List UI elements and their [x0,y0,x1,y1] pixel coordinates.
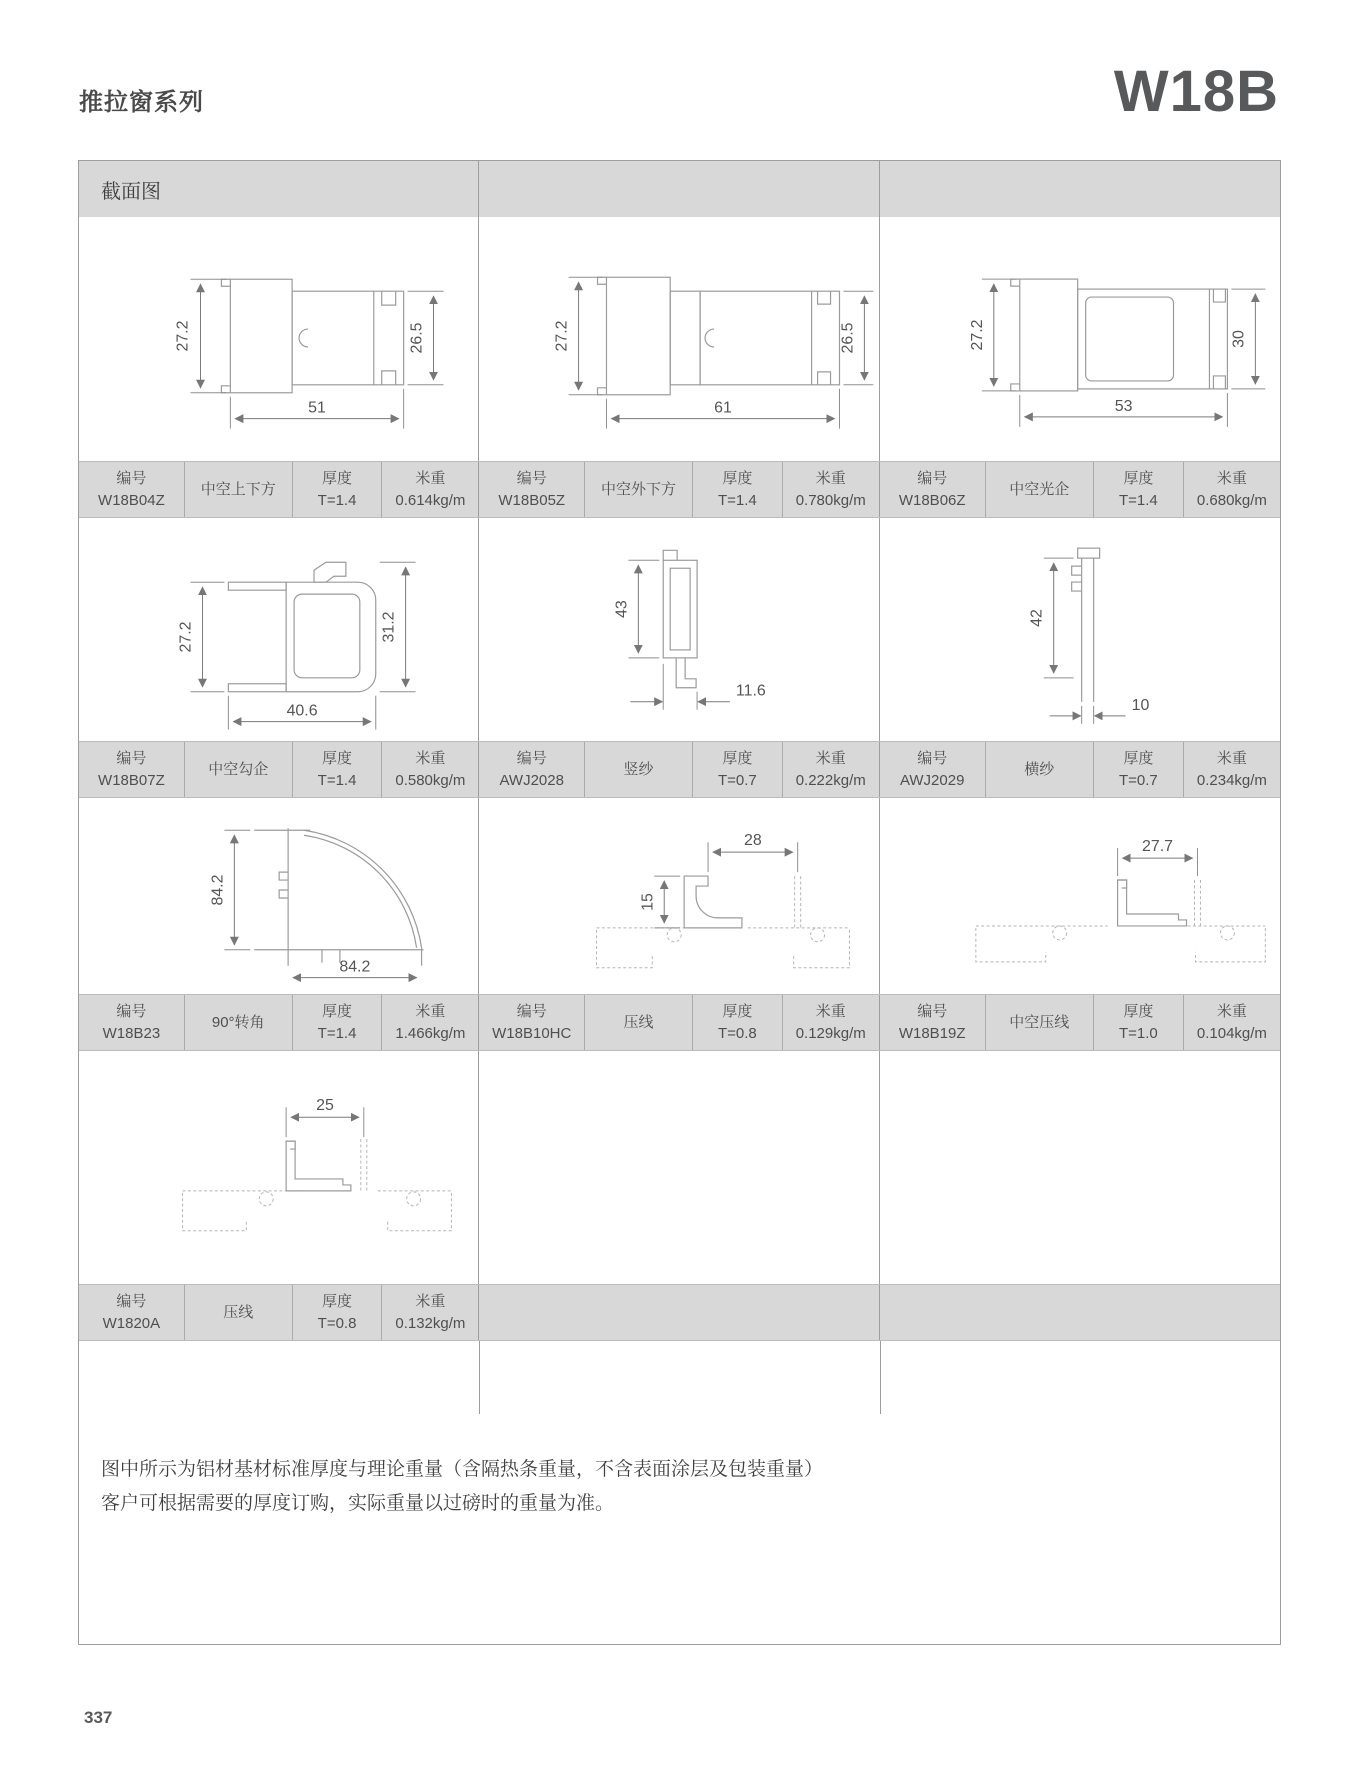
spec-weight-label: 米重 [815,469,846,487]
spec-weight-value: 0.222kg/m [795,771,866,789]
spec-weight-cell [783,742,879,797]
spec-code-label: 编号 [116,469,147,487]
empty-drawing-cell [880,1051,1280,1284]
spec-weight-cell [1184,462,1280,517]
spec-weight-cell [1184,742,1280,797]
drawing-awj2028 [479,518,879,741]
drawing-w18b10hc [479,798,879,994]
profile-name: 压线 [223,1303,254,1321]
table-header-row [79,161,1280,217]
spec-weight-label: 米重 [1216,469,1247,487]
footnote-line-2: 客户可根据需要的厚度订购，实际重量以过磅时的重量为准。 [101,1493,615,1515]
spec-weight-cell [783,462,879,517]
page-title: 推拉窗系列 [79,89,204,116]
drawing-w18b04z [79,217,479,461]
spec-code-cell [79,995,185,1050]
spec-code-cell [79,1285,185,1340]
spec-thickness-cell [693,995,783,1050]
drawing-w18b05z [479,217,879,461]
spec-thickness-cell [293,1285,383,1340]
profile-name: 中空光企 [1009,480,1070,498]
profile-name: 中空压线 [1009,1013,1070,1031]
spec-code-value: AWJ2029 [899,771,965,789]
spec-thickness-value: T=1.4 [1118,491,1158,509]
spec-code-cell [880,462,986,517]
dim-label: 26.5 [839,322,857,354]
spec-thickness-value: T=1.0 [1118,1024,1158,1042]
table-footer-area [79,1341,1280,1644]
spec-code-value: W18B06Z [898,491,966,509]
drawing-awj2029 [880,518,1280,741]
spec-weight-cell [382,462,478,517]
section-table [78,160,1281,1645]
spec-thickness-cell [1094,995,1184,1050]
spec-weight-value: 1.466kg/m [395,1024,466,1042]
footnote [101,1453,823,1521]
spec-thickness-label: 厚度 [1123,1002,1154,1020]
spec-thickness-label: 厚度 [722,749,753,767]
spec-thickness-cell [1094,462,1184,517]
spec-code-value: W18B04Z [98,491,165,509]
spec-code-cell [479,742,585,797]
spec-code-value: W18B05Z [498,491,566,509]
drawing-w18b19z [880,798,1280,994]
spec-code-value: W18B23 [102,1024,161,1042]
spec-code-label: 编号 [116,1292,147,1310]
column-divider [479,1341,480,1414]
spec-name-cell [585,995,693,1050]
spec-thickness-value: T=1.4 [317,771,357,789]
dim-label: 27.2 [177,621,195,653]
dim-label: 51 [308,399,326,417]
dim-label: 61 [714,399,733,417]
spec-thickness-cell [293,462,383,517]
spec-weight-value: 0.132kg/m [395,1314,466,1332]
page-number: 337 [84,1708,113,1727]
profile-name: 中空外下方 [601,480,677,498]
spec-code-value: W18B07Z [98,771,165,789]
spec-row-2 [79,741,1280,798]
spec-weight-label: 米重 [415,1292,446,1310]
spec-weight-value: 0.680kg/m [1196,491,1267,509]
spec-thickness-value: T=0.7 [717,771,757,789]
spec-thickness-value: T=0.8 [717,1024,757,1042]
spec-weight-label: 米重 [815,1002,846,1020]
spec-thickness-value: T=1.4 [717,491,757,509]
spec-weight-cell [382,1285,478,1340]
profile-name: 横纱 [1024,760,1055,778]
spec-code-value: W1820A [102,1314,161,1332]
spec-weight-label: 米重 [815,749,846,767]
spec-name-cell [185,742,293,797]
drawing-w18b07z [79,518,479,741]
dim-label: 11.6 [736,682,767,700]
spec-thickness-label: 厚度 [722,469,753,487]
profile-name: 压线 [623,1013,654,1031]
spec-weight-label: 米重 [1216,1002,1247,1020]
spec-row-1 [79,461,1280,518]
profile-name: 竖纱 [623,760,654,778]
spec-empty-cell [479,1285,879,1340]
dim-label: 31.2 [380,611,398,643]
spec-code-label: 编号 [116,1002,147,1020]
profile-name: 中空上下方 [200,480,276,498]
table-header-cell [880,161,1280,217]
spec-weight-cell [1184,995,1280,1050]
spec-weight-value: 0.780kg/m [795,491,866,509]
spec-name-cell [986,462,1094,517]
spec-weight-cell [783,995,879,1050]
dim-label: 28 [744,832,763,850]
spec-thickness-label: 厚度 [322,749,353,767]
table-header-cell [479,161,879,217]
dim-label: 53 [1114,397,1133,415]
spec-weight-label: 米重 [415,1002,446,1020]
spec-empty-cell [880,1285,1280,1340]
spec-name-cell [185,995,293,1050]
dim-label: 27.2 [174,320,192,352]
spec-code-label: 编号 [516,749,547,767]
spec-name-cell [185,1285,293,1340]
spec-thickness-cell [293,742,383,797]
spec-weight-value: 0.614kg/m [395,491,466,509]
dim-label: 15 [639,893,657,911]
spec-thickness-cell [1094,742,1184,797]
spec-name-cell [185,462,293,517]
spec-code-value: W18B10HC [492,1024,572,1042]
dim-label: 42 [1028,609,1046,627]
spec-code-label: 编号 [917,749,948,767]
column-divider [880,1341,881,1414]
spec-thickness-label: 厚度 [322,1002,353,1020]
spec-row-4 [79,1284,1280,1341]
drawing-w1820a [79,1051,479,1284]
spec-code-value: W18B19Z [898,1024,966,1042]
spec-code-value: AWJ2028 [499,771,564,789]
spec-thickness-cell [293,995,383,1050]
spec-name-cell [986,742,1094,797]
dim-label: 84.2 [339,958,371,976]
spec-weight-cell [382,742,478,797]
dim-label: 25 [316,1097,334,1115]
spec-thickness-label: 厚度 [322,1292,353,1310]
profile-name: 90°转角 [211,1013,265,1031]
spec-code-cell [479,995,585,1050]
drawing-w18b23 [79,798,479,994]
spec-code-cell [880,995,986,1050]
spec-thickness-cell [693,742,783,797]
spec-name-cell [585,742,693,797]
footnote-line-1: 图中所示为铝材基材标准厚度与理论重量（含隔热条重量，不含表面涂层及包装重量） [101,1459,824,1480]
spec-thickness-label: 厚度 [722,1002,753,1020]
drawing-row-3 [79,798,1280,994]
spec-code-cell [79,742,185,797]
spec-code-label: 编号 [917,1002,948,1020]
drawing-row-1 [79,217,1280,461]
dim-label: 10 [1131,696,1149,714]
spec-thickness-value: T=0.8 [317,1314,357,1332]
dim-label: 40.6 [286,702,318,720]
spec-thickness-label: 厚度 [1123,749,1154,767]
spec-code-cell [79,462,185,517]
drawing-w18b06z [880,217,1280,461]
spec-thickness-value: T=1.4 [317,1024,357,1042]
spec-weight-label: 米重 [415,469,446,487]
table-header-cell: 截面图 [79,161,479,217]
spec-row-3 [79,994,1280,1051]
dim-label: 84.2 [209,874,227,906]
dim-label: 26.5 [408,322,426,354]
spec-weight-value: 0.129kg/m [795,1024,866,1042]
profile-name: 中空勾企 [208,760,269,778]
dim-label: 30 [1230,330,1248,348]
dim-label: 27.7 [1141,838,1173,856]
spec-code-label: 编号 [917,469,948,487]
spec-thickness-label: 厚度 [1123,469,1154,487]
spec-name-cell [986,995,1094,1050]
drawing-row-2 [79,518,1280,741]
spec-code-cell [479,462,585,517]
dim-label: 27.2 [553,320,571,352]
dim-label: 27.2 [968,319,986,351]
spec-code-label: 编号 [516,469,547,487]
spec-code-label: 编号 [116,749,147,767]
spec-weight-cell [382,995,478,1050]
spec-weight-label: 米重 [1216,749,1247,767]
spec-weight-value: 0.234kg/m [1196,771,1267,789]
spec-weight-value: 0.104kg/m [1196,1024,1267,1042]
spec-thickness-cell [693,462,783,517]
spec-name-cell [585,462,693,517]
spec-weight-value: 0.580kg/m [395,771,466,789]
drawing-row-4 [79,1051,1280,1284]
spec-thickness-value: T=1.4 [317,491,357,509]
model-code: W18B [1113,59,1279,124]
spec-code-cell [880,742,986,797]
spec-thickness-value: T=0.7 [1118,771,1158,789]
empty-drawing-cell [479,1051,879,1284]
dim-label: 43 [613,600,631,618]
spec-weight-label: 米重 [415,749,446,767]
spec-code-label: 编号 [516,1002,547,1020]
spec-thickness-label: 厚度 [322,469,353,487]
